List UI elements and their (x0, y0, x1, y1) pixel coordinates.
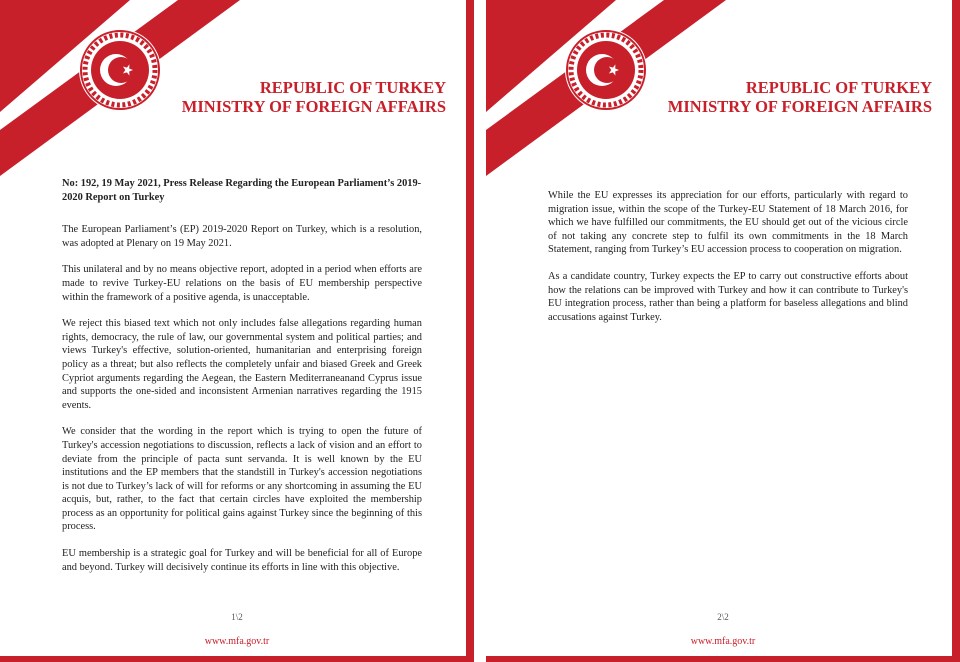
document-body (548, 189, 908, 337)
header-line-1: REPUBLIC OF TURKEY (745, 78, 932, 97)
paragraph: We reject this biased text which not only includes false allegations regarding human rights, democracy, the rule of law, our governmental system and political parties; and views Turkey's effective, solution-oriented, humanitarian and enterprising foreign policy as a threat; but also reflects the completely unfair and biased Greek and Greek Cypriot arguments regarding the Aegean, the Eastern Mediterraneanand Cyprus issue and supports the one-sided and inconsistent Armenian narratives regarding the 1915 events. (62, 318, 422, 411)
paragraph: The European Parliament’s (EP) 2019-2020 Report on Turkey, which is a resolution, was adopted at Plenary on 19 May 2021. (62, 224, 422, 249)
paragraph: EU membership is a strategic goal for Turkey and will be beneficial for all of Europe and beyond. Turkey will decisively continue its efforts in line with this objective. (62, 548, 422, 573)
document-body (62, 177, 422, 587)
document-page-1 (0, 0, 474, 662)
press-release-title: No: 192, 19 May 2021, Press Release Regarding the European Parliament’s 2019-2020 Report on Turkey (62, 178, 422, 203)
footer-website-link[interactable]: www.mfa.gov.tr (690, 636, 756, 647)
crescent-star-seal-icon (564, 28, 648, 112)
header-line-1: REPUBLIC OF TURKEY (259, 78, 446, 97)
header-line-2: MINISTRY OF FOREIGN AFFAIRS (667, 97, 932, 116)
paragraph: We consider that the wording in the report which is trying to open the future of Turkey's accession negotiations to discussion, reflects a lack of vision and an effort to deviate from the principle of pacta sunt servanda. It is well known by the EU institutions and the EP members that the standstill in Turkey's accession negotiations is not due to Turkey’s lack of will for reforms or any shortcoming in assuming the EU acquis, but, rather, to the fact that certain circles have exploited the membership process as an opportunity for political gains against Turkey since the beginning of this process. (62, 426, 422, 533)
footer-website-link[interactable]: www.mfa.gov.tr (204, 636, 270, 647)
ministry-header (668, 78, 932, 116)
page-number: 2\2 (717, 612, 729, 622)
paragraph: As a candidate country, Turkey expects the EP to carry out constructive efforts about how the relations can be improved with Turkey and how it can contribute to Turkey's EU integration process, rather than being a platform for baseless allegations and blind accusations against Turkey. (548, 270, 908, 323)
paragraph: While the EU expresses its appreciation for our efforts, particularly with regard to migration issue, within the scope of the Turkey-EU Statement of 18 March 2016, for which we have fulfilled our commitments, the EU should get out of the vicious circle of not taking any concrete step to fulfil its own commitments in the 18 March Statement, ranging from Turkey’s EU accession process to cooperation on migration. (548, 190, 908, 256)
document-page-2 (486, 0, 960, 662)
crescent-star-seal-icon (78, 28, 162, 112)
header-line-2: MINISTRY OF FOREIGN AFFAIRS (181, 97, 446, 116)
page-number: 1\2 (231, 612, 243, 622)
paragraph: This unilateral and by no means objective report, adopted in a period when efforts are made to revive Turkey-EU relations on the basis of EU membership perspective within the framework of a positive agenda, is unacceptable. (62, 264, 422, 303)
ministry-header (182, 78, 446, 116)
